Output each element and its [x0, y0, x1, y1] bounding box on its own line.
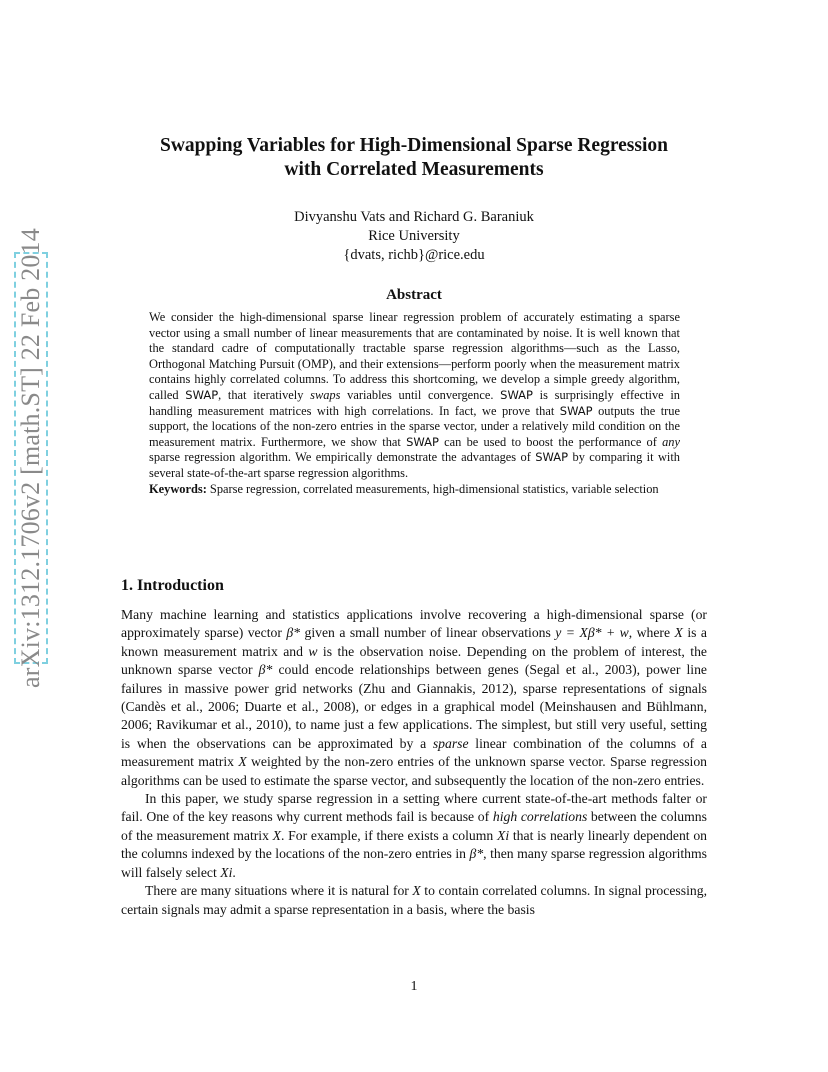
arxiv-identifier: arXiv:1312.1706v2 [math.ST] 22 Feb 2014: [16, 228, 45, 688]
title-line-2: with Correlated Measurements: [284, 159, 544, 180]
intro-paragraph-1: Many machine learning and statistics applications involve recovering a high-dimensional sparse (or approximately sparse) vector β* given a small number of linear observations y = Xβ* + w, where X is a known measurement matrix and w is the observation noise. Depending on the problem of interest, the unknown sparse vector β* could encode relationships between genes (Segal et al., 2003), power line failures in massive power grid networks (Zhu and Giannakis, 2012), sparse representations of signals (Candès et al., 2006; Duarte et al., 2008), or edges in a graphical model (Meinshausen and Bühlmann, 2006; Ravikumar et al., 2010), to name just a few applications. The simplest, but still very useful, setting is when the observations can be approximated by a sparse linear combination of the columns of a measurement matrix X weighted by the non-zero entries of the unknown sparse vector. Sparse regression algorithms can be used to estimate the sparse vector, and subsequently the location of the non-zero entries.: [121, 607, 708, 788]
author-block: [100, 208, 728, 265]
intro-paragraph-2: In this paper, we study sparse regression in a setting where current state-of-the-art methods falter or fail. One of the key reasons why current methods fail is because of high correlations between the columns of the measurement matrix X. For example, if there exists a column Xi that is nearly linearly dependent on the columns indexed by the locations of the non-zero entries in β*, then many sparse regression algorithms will falsely select Xi.: [121, 791, 708, 880]
title-line-1: Swapping Variables for High-Dimensional Sparse Regression: [160, 135, 668, 156]
arxiv-identifier-stamp: [14, 228, 48, 688]
page-number: 1: [410, 979, 418, 994]
intro-paragraph-3: There are many situations where it is natural for X to contain correlated columns. In signal processing, certain signals may admit a sparse representation in a basis, where the basis: [121, 883, 707, 917]
abstract-paragraph: We consider the high-dimensional sparse linear regression problem of accurately estimating a sparse vector using a small number of linear measurements that are contaminated by noise. It is well known that the standard cadre of computationally tractable sparse regression algorithms—such as the Lasso, Orthogonal Matching Pursuit (OMP), and their extensions—perform poorly when the measurement matrix contains highly correlated columns. To address this shortcoming, we develop a simple greedy algorithm, called SWAP, that iteratively swaps variables until convergence. SWAP is surprisingly effective in handling measurement matrices with high correlations. In fact, we prove that SWAP outputs the true support, the locations of the non-zero entries in the sparse vector, under a relatively mild condition on the measurement matrix. Furthermore, we show that SWAP can be used to boost the performance of any sparse regression algorithm. We empirically demonstrate the advantages of SWAP by comparing it with several state-of-the-art sparse regression algorithms.: [149, 310, 681, 480]
keywords-line: [149, 482, 680, 498]
keywords-label: Keywords:: [149, 481, 207, 496]
paper-title: [100, 134, 728, 182]
section-heading-introduction: 1. Introduction: [121, 577, 224, 594]
introduction-body: [121, 606, 707, 919]
keywords-text: Sparse regression, correlated measurements, high-dimensional statistics, variable selection: [206, 481, 659, 496]
affiliation: Rice University: [368, 228, 460, 244]
abstract-body: [149, 310, 680, 497]
author-email: {dvats, richb}@rice.edu: [343, 247, 485, 263]
author-names: Divyanshu Vats and Richard G. Baraniuk: [294, 209, 534, 225]
abstract-heading: Abstract: [386, 287, 442, 303]
